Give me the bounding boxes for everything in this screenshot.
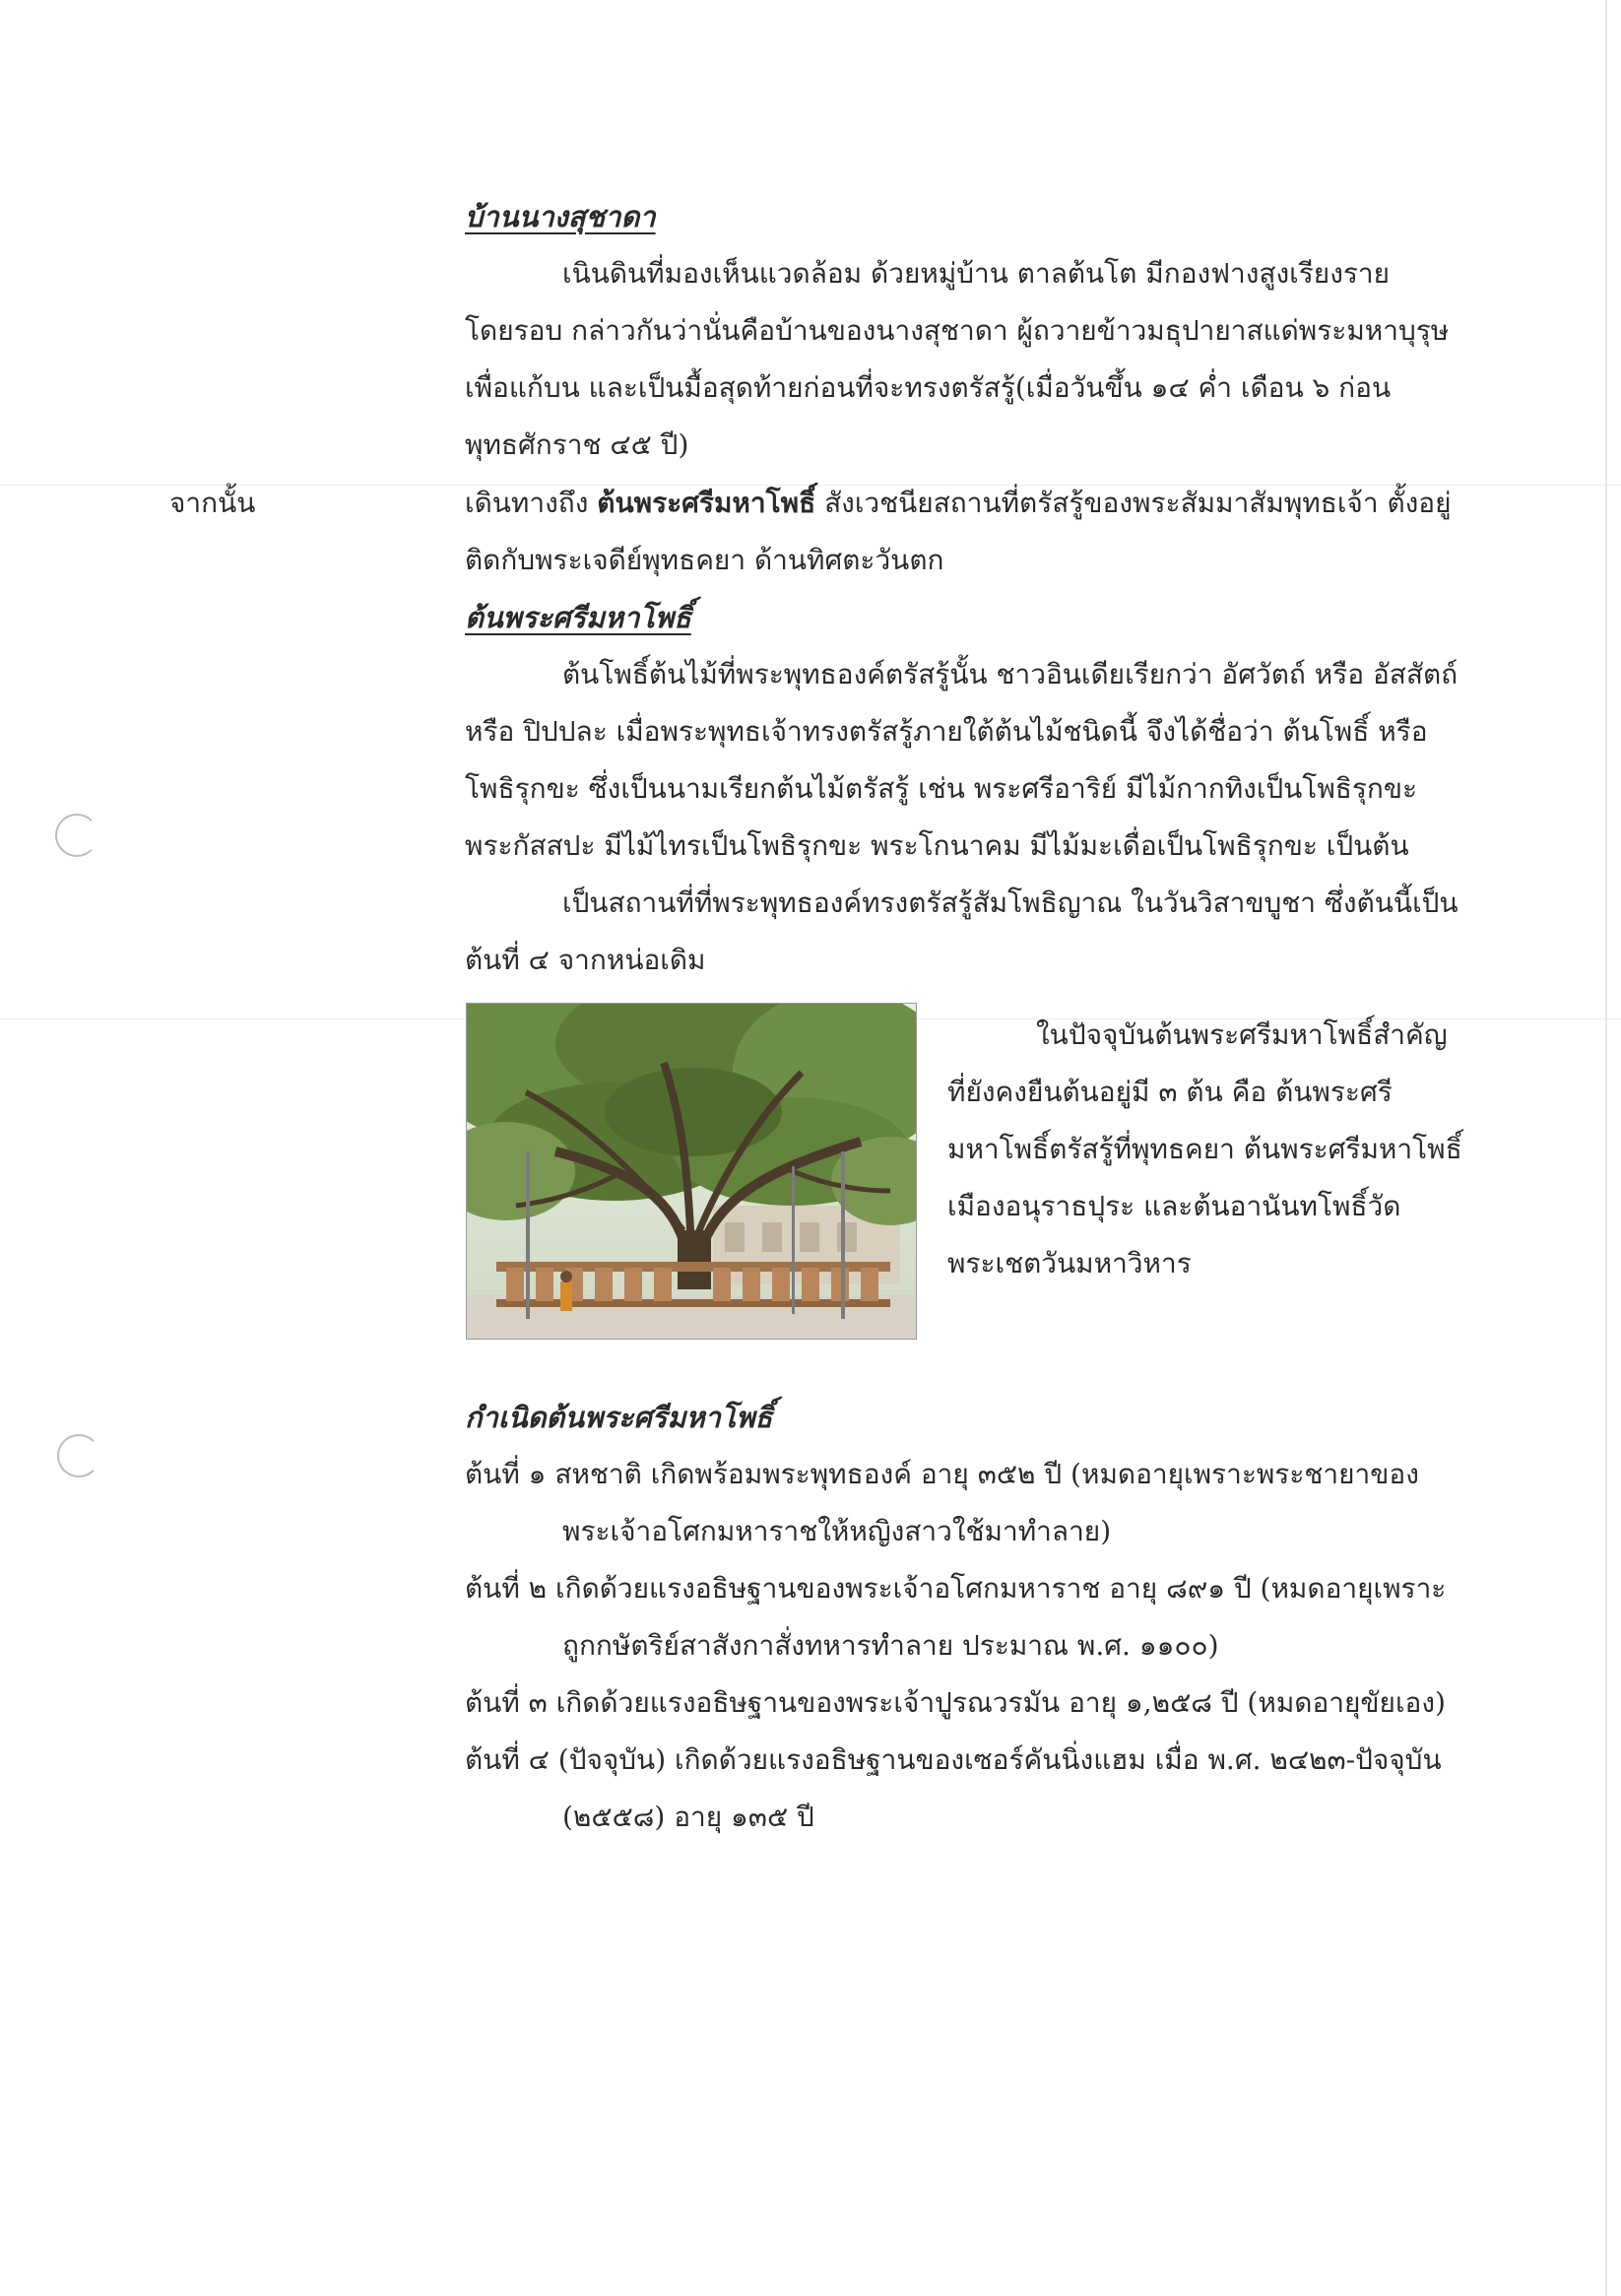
bodhi-side-line: ที่ยังคงยืนต้นอยู่มี ๓ ต้น คือ ต้นพระศรี — [947, 1076, 1393, 1108]
bodhi-side-line: พระเชตวันมหาวิหาร — [947, 1247, 1192, 1279]
bodhi-line: โพธิรุกขะ ซึ่งเป็นนามเรียกต้นไม้ตรัสรู้ เช่น พระศรีอาริย์ มีไม้กากทิงเป็นโพธิรุกขะ — [465, 772, 1418, 805]
bodhi-side-line: ในปัจจุบันต้นพระศรีมหาโพธิ์สำคัญ — [1036, 1018, 1448, 1051]
sujata-line: เนินดินที่มองเห็นแวดล้อม ด้วยหมู่บ้าน ตาลต้นโต มีกองฟางสูงเรียงราย — [562, 257, 1391, 290]
origin-item: ต้นที่ ๑ สหชาติ เกิดพร้อมพระพุทธองค์ อายุ ๓๕๒ ปี (หมดอายุเพราะพระชายาของ — [465, 1458, 1419, 1490]
heading-sujata: บ้านนางสุชาดา — [465, 200, 656, 233]
origin-item-continued: ถูกกษัตริย์สาสังกาสั่งทหารทำลาย ประมาณ พ.ศ. ๑๑๐๐) — [562, 1629, 1219, 1662]
heading-bodhi: ต้นพระศรีมหาโพธิ์ — [465, 601, 691, 634]
bodhi-line: เป็นสถานที่ที่พระพุทธองค์ทรงตรัสรู้สัมโพธิญาณ ในวันวิสาขบูชา ซึ่งต้นนี้เป็น — [562, 886, 1459, 919]
origin-item: ต้นที่ ๒ เกิดด้วยแรงอธิษฐานของพระเจ้าอโศกมหาราช อายุ ๘๙๑ ปี (หมดอายุเพราะ — [465, 1572, 1447, 1605]
sujata-line: เพื่อแก้บน และเป็นมื้อสุดท้ายก่อนที่จะทรงตรัสรู้(เมื่อวันขึ้น ๑๔ ค่ำ เดือน ๖ ก่อน — [465, 371, 1392, 404]
then-line: ติดกับพระเจดีย์พุทธคยา ด้านทิศตะวันตก — [465, 544, 944, 576]
then-bodhi-name: ต้นพระศรีมหาโพธิ์ — [597, 487, 816, 519]
origin-item: ต้นที่ ๓ เกิดด้วยแรงอธิษฐานของพระเจ้าปูรณวรมัน อายุ ๑,๒๕๘ ปี (หมดอายุขัยเอง) — [465, 1686, 1446, 1719]
bodhi-side-line: มหาโพธิ์ตรัสรู้ที่พุทธคยา ต้นพระศรีมหาโพธิ์ — [947, 1133, 1462, 1165]
bodhi-line: ต้นโพธิ์ต้นไม้ที่พระพุทธองค์ตรัสรู้นั้น ชาวอินเดียเรียกว่า อัศวัตถ์ หรือ อัสสัตถ์ — [562, 658, 1459, 690]
sujata-line: โดยรอบ กล่าวกันว่านั่นคือบ้านของนางสุชาดา ผู้ถวายข้าวมธุปายาสแด่พระมหาบุรุษ — [465, 314, 1450, 347]
punch-hole-icon — [57, 1434, 100, 1477]
origin-item-continued: พระเจ้าอโศกมหาราชให้หญิงสาวใช้มาทำลาย) — [562, 1515, 1112, 1547]
heading-origin: กำเนิดต้นพระศรีมหาโพธิ์ — [465, 1401, 773, 1434]
punch-hole-icon — [55, 814, 98, 857]
then-label: จากนั้น — [169, 487, 256, 519]
bodhi-line: ต้นที่ ๔ จากหน่อเดิม — [465, 944, 706, 976]
then-text: สังเวชนียสถานที่ตรัสรู้ของพระสัมมาสัมพุทธเจ้า ตั้งอยู่ — [815, 487, 1452, 519]
origin-item-continued: (๒๕๕๘) อายุ ๑๓๕ ปี — [562, 1801, 814, 1833]
bodhi-side-line: เมืองอนุราธปุระ และต้นอานันทโพธิ์วัด — [947, 1190, 1401, 1222]
then-line — [465, 475, 1452, 532]
then-text: เดินทางถึง — [465, 487, 598, 519]
bodhi-line: หรือ ปิปปละ เมื่อพระพุทธเจ้าทรงตรัสรู้ภายใต้ต้นไม้ชนิดนี้ จึงได้ชื่อว่า ต้นโพธิ์ หรือ — [465, 715, 1428, 748]
sujata-line: พุทธศักราช ๔๕ ปี) — [465, 428, 689, 461]
bodhi-tree-photo — [466, 1003, 917, 1340]
page-edge — [1605, 0, 1607, 2296]
bodhi-line: พระกัสสปะ มีไม้ไทรเป็นโพธิรุกขะ พระโกนาคม มีไม้มะเดื่อเป็นโพธิรุกขะ เป็นต้น — [465, 829, 1409, 862]
origin-item: ต้นที่ ๔ (ปัจจุบัน) เกิดด้วยแรงอธิษฐานของเซอร์คันนิ่งแฮม เมื่อ พ.ศ. ๒๔๒๓-ปัจจุบัน — [465, 1743, 1442, 1776]
bodhi-tree-photo-icon — [467, 1004, 917, 1340]
